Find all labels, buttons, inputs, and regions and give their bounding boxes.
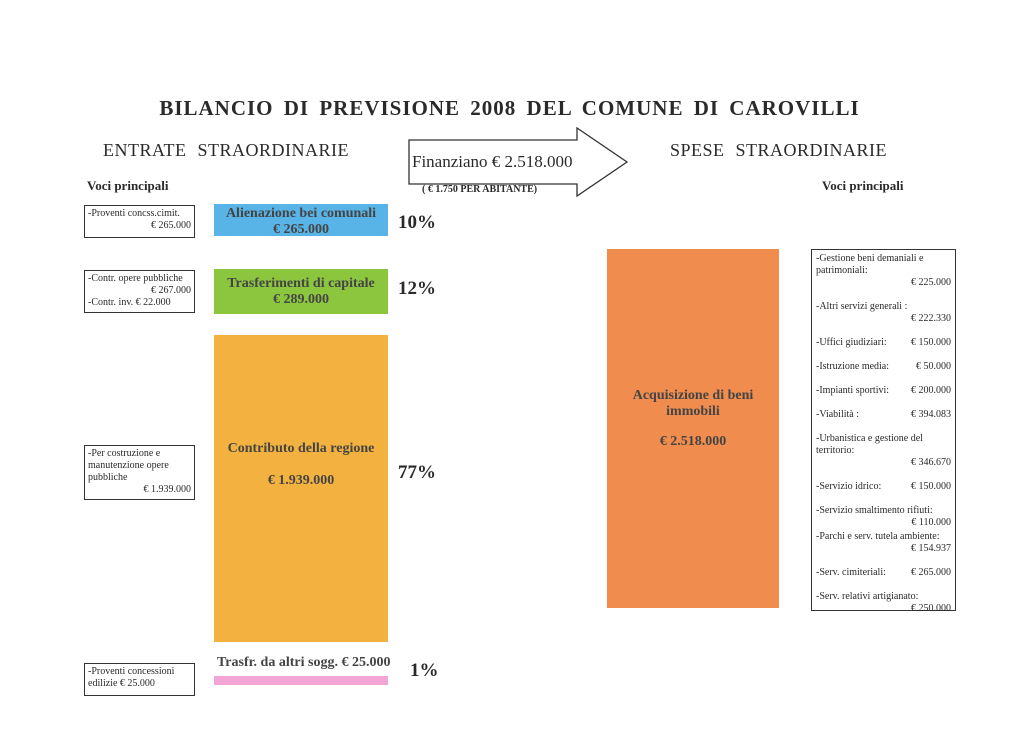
spese-item bbox=[816, 385, 951, 397]
spese-item bbox=[816, 505, 951, 529]
spese-item-amount: € 225.000 bbox=[911, 277, 951, 288]
source-line: pubbliche bbox=[88, 472, 128, 483]
pct-trasferimenti: 12% bbox=[398, 278, 436, 299]
source-line: -Contr. opere pubbliche bbox=[88, 273, 183, 284]
spese-list bbox=[811, 249, 956, 614]
spese-item-label: -Servizio idrico: bbox=[816, 481, 882, 492]
spese-item-amount: € 265.000 bbox=[911, 567, 951, 578]
source-box-alienazione bbox=[84, 205, 195, 238]
source-line: edilizie € 25.000 bbox=[88, 678, 155, 689]
spese-item-label: -Serv. relativi artigianato: bbox=[816, 591, 919, 602]
source-line: -Contr. inv. € 22.000 bbox=[88, 297, 171, 308]
arrow-label: Finanziano € 2.518.000 bbox=[412, 152, 573, 171]
bar-amount: € 1.939.000 bbox=[267, 473, 335, 488]
spese-item bbox=[816, 409, 951, 421]
spese-item bbox=[816, 433, 951, 469]
spese-item-amount: € 394.083 bbox=[911, 409, 951, 420]
bar-regione bbox=[214, 335, 388, 642]
spese-item-amount: € 154.937 bbox=[911, 543, 951, 554]
spese-item-amount: € 346.670 bbox=[911, 457, 951, 468]
source-line: -Per costruzione e bbox=[88, 448, 161, 459]
source-box-trasferimenti bbox=[84, 270, 195, 313]
bar-title: Alienazione bei comunali bbox=[225, 206, 377, 221]
bar-title: Trasferimenti di capitale bbox=[227, 276, 375, 291]
source-box-regione bbox=[84, 445, 195, 500]
spese-item bbox=[816, 567, 951, 579]
spese-item bbox=[816, 481, 951, 493]
spese-item-label: -Impianti sportivi: bbox=[816, 385, 890, 396]
source-line: € 1.939.000 bbox=[143, 484, 191, 495]
bar-title-altri: Trasfr. da altri sogg. € 25.000 bbox=[217, 655, 391, 670]
source-line: -Proventi concessioni bbox=[88, 666, 175, 677]
source-line: € 265.000 bbox=[151, 220, 191, 231]
spese-item bbox=[816, 337, 951, 349]
spese-item bbox=[816, 531, 951, 555]
spese-item-amount: € 150.000 bbox=[911, 481, 951, 492]
spese-heading: SPESE STRAORDINARIE bbox=[670, 140, 888, 160]
spese-item-label: -Istruzione media: bbox=[816, 361, 890, 372]
source-line: -Proventi concss.cimit. bbox=[88, 208, 180, 219]
spese-item-label: -Gestione beni demaniali e patrimoniali: bbox=[816, 253, 924, 276]
spese-item bbox=[816, 591, 951, 615]
source-box-altri bbox=[84, 663, 195, 696]
spese-item bbox=[816, 361, 951, 373]
source-line: manutenzione opere bbox=[88, 460, 169, 471]
spese-item bbox=[816, 301, 951, 325]
spese-item-label: -Parchi e serv. tutela ambiente: bbox=[816, 531, 940, 542]
spese-item-label: -Altri servizi generali : bbox=[816, 301, 908, 312]
spese-voci-label: Voci principali bbox=[822, 178, 904, 193]
bar-amount: € 265.000 bbox=[273, 222, 329, 237]
bar-title: Contributo della regione bbox=[227, 441, 375, 456]
spese-item-label: -Urbanistica e gestione del territorio: bbox=[816, 433, 923, 456]
entrate-voci-label: Voci principali bbox=[87, 178, 169, 193]
spese-item-label: -Servizio smaltimento rifiuti: bbox=[816, 505, 933, 516]
bar-alienazione bbox=[214, 204, 388, 236]
bar-title: Acquisizione di beni immobili bbox=[632, 388, 754, 419]
pct-regione: 77% bbox=[398, 462, 436, 483]
spese-item-amount: € 150.000 bbox=[911, 337, 951, 348]
page-title: BILANCIO DI PREVISIONE 2008 DEL COMUNE DI CAROVILLI bbox=[159, 96, 860, 120]
bar-acquisizione bbox=[607, 249, 779, 608]
spese-item-label: -Uffici giudiziari: bbox=[816, 337, 887, 348]
spese-item-amount: € 200.000 bbox=[911, 385, 951, 396]
spese-item-amount: € 250.000 bbox=[911, 603, 951, 614]
pct-alienazione: 10% bbox=[398, 212, 436, 233]
spese-item-amount: € 110.000 bbox=[911, 517, 951, 528]
source-line: € 267.000 bbox=[151, 285, 191, 296]
entrate-heading: ENTRATE STRAORDINARIE bbox=[103, 140, 349, 160]
spese-item-amount: € 50.000 bbox=[916, 361, 951, 372]
arrow-sublabel: ( € 1.750 PER ABITANTE) bbox=[422, 184, 538, 195]
bar-amount: € 289.000 bbox=[273, 292, 329, 307]
bar-altri bbox=[214, 676, 388, 685]
pct-altri: 1% bbox=[410, 660, 439, 681]
bar-trasferimenti bbox=[214, 269, 388, 314]
spese-item-amount: € 222.330 bbox=[911, 313, 951, 324]
spese-item-label: -Serv. cimiteriali: bbox=[816, 567, 886, 578]
spese-item-label: -Viabilità : bbox=[816, 409, 859, 420]
bar-amount: € 2.518.000 bbox=[659, 434, 727, 449]
spese-item bbox=[816, 253, 951, 289]
